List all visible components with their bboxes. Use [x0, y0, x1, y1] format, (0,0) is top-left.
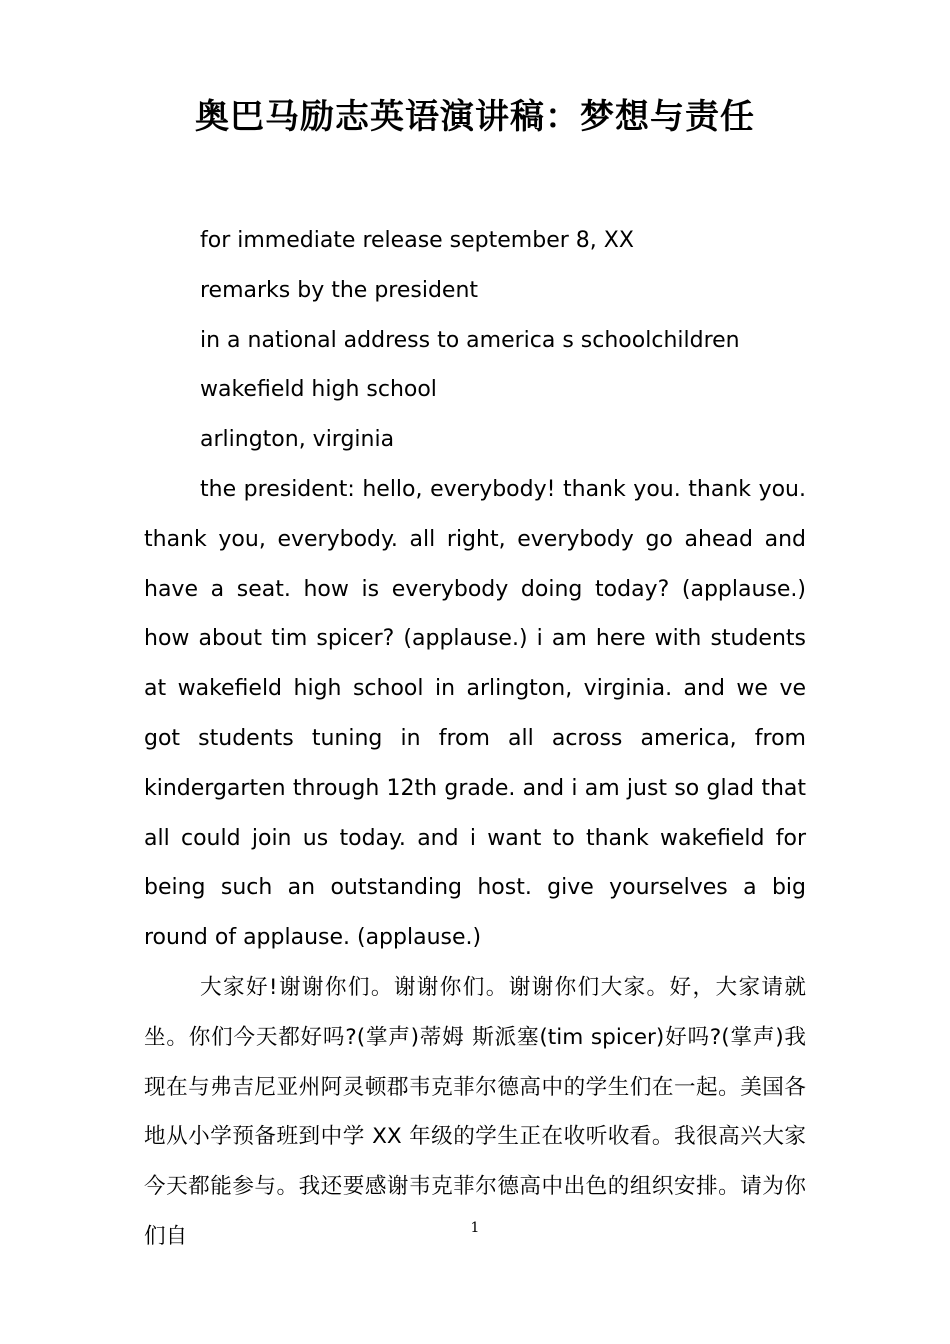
document-body: [144, 216, 806, 1262]
release-line: for immediate release september 8, XX: [200, 228, 634, 253]
speech-paragraph-chinese: 大家好!谢谢你们。谢谢你们。谢谢你们大家。好，大家请就坐。你们今天都好吗?(掌声)蒂姆 斯派塞(tim spicer)好吗?(掌声)我现在与弗吉尼亚州阿灵顿郡韦克菲尔德高中的学生们在一起。美国各地从小学预备班到中学 XX 年级的学生正在收听收看。我很高兴大家今天都能参与。我还要感谢韦克菲尔德高中出色的组织安排。请为你们自: [144, 974, 806, 1249]
school-line: wakefield high school: [200, 377, 437, 403]
remarks-line: remarks by the president: [200, 277, 479, 303]
location-line: arlington, virginia: [200, 427, 395, 453]
address-line: in a national address to america s schoolchildren: [200, 327, 740, 353]
document-title: 奥巴马励志英语演讲稿：梦想与责任: [195, 97, 755, 137]
speech-paragraph-english: the president: hello, everybody! thank you. thank you. thank you, everybody. all right, everybody go ahead and have a seat. how is everybody doing today? (applause.) how about tim spicer? (applause.) i am here with students at wakefield high school in arlington, virginia. and we ve got students tuning in from all across america, from kindergarten through 12th grade. and i am just so glad that all could join us today. and i want to thank wakefield for being such an outstanding host. give yourselves a big round of applause. (applause.): [144, 476, 806, 951]
page-number: 1: [470, 1220, 480, 1236]
